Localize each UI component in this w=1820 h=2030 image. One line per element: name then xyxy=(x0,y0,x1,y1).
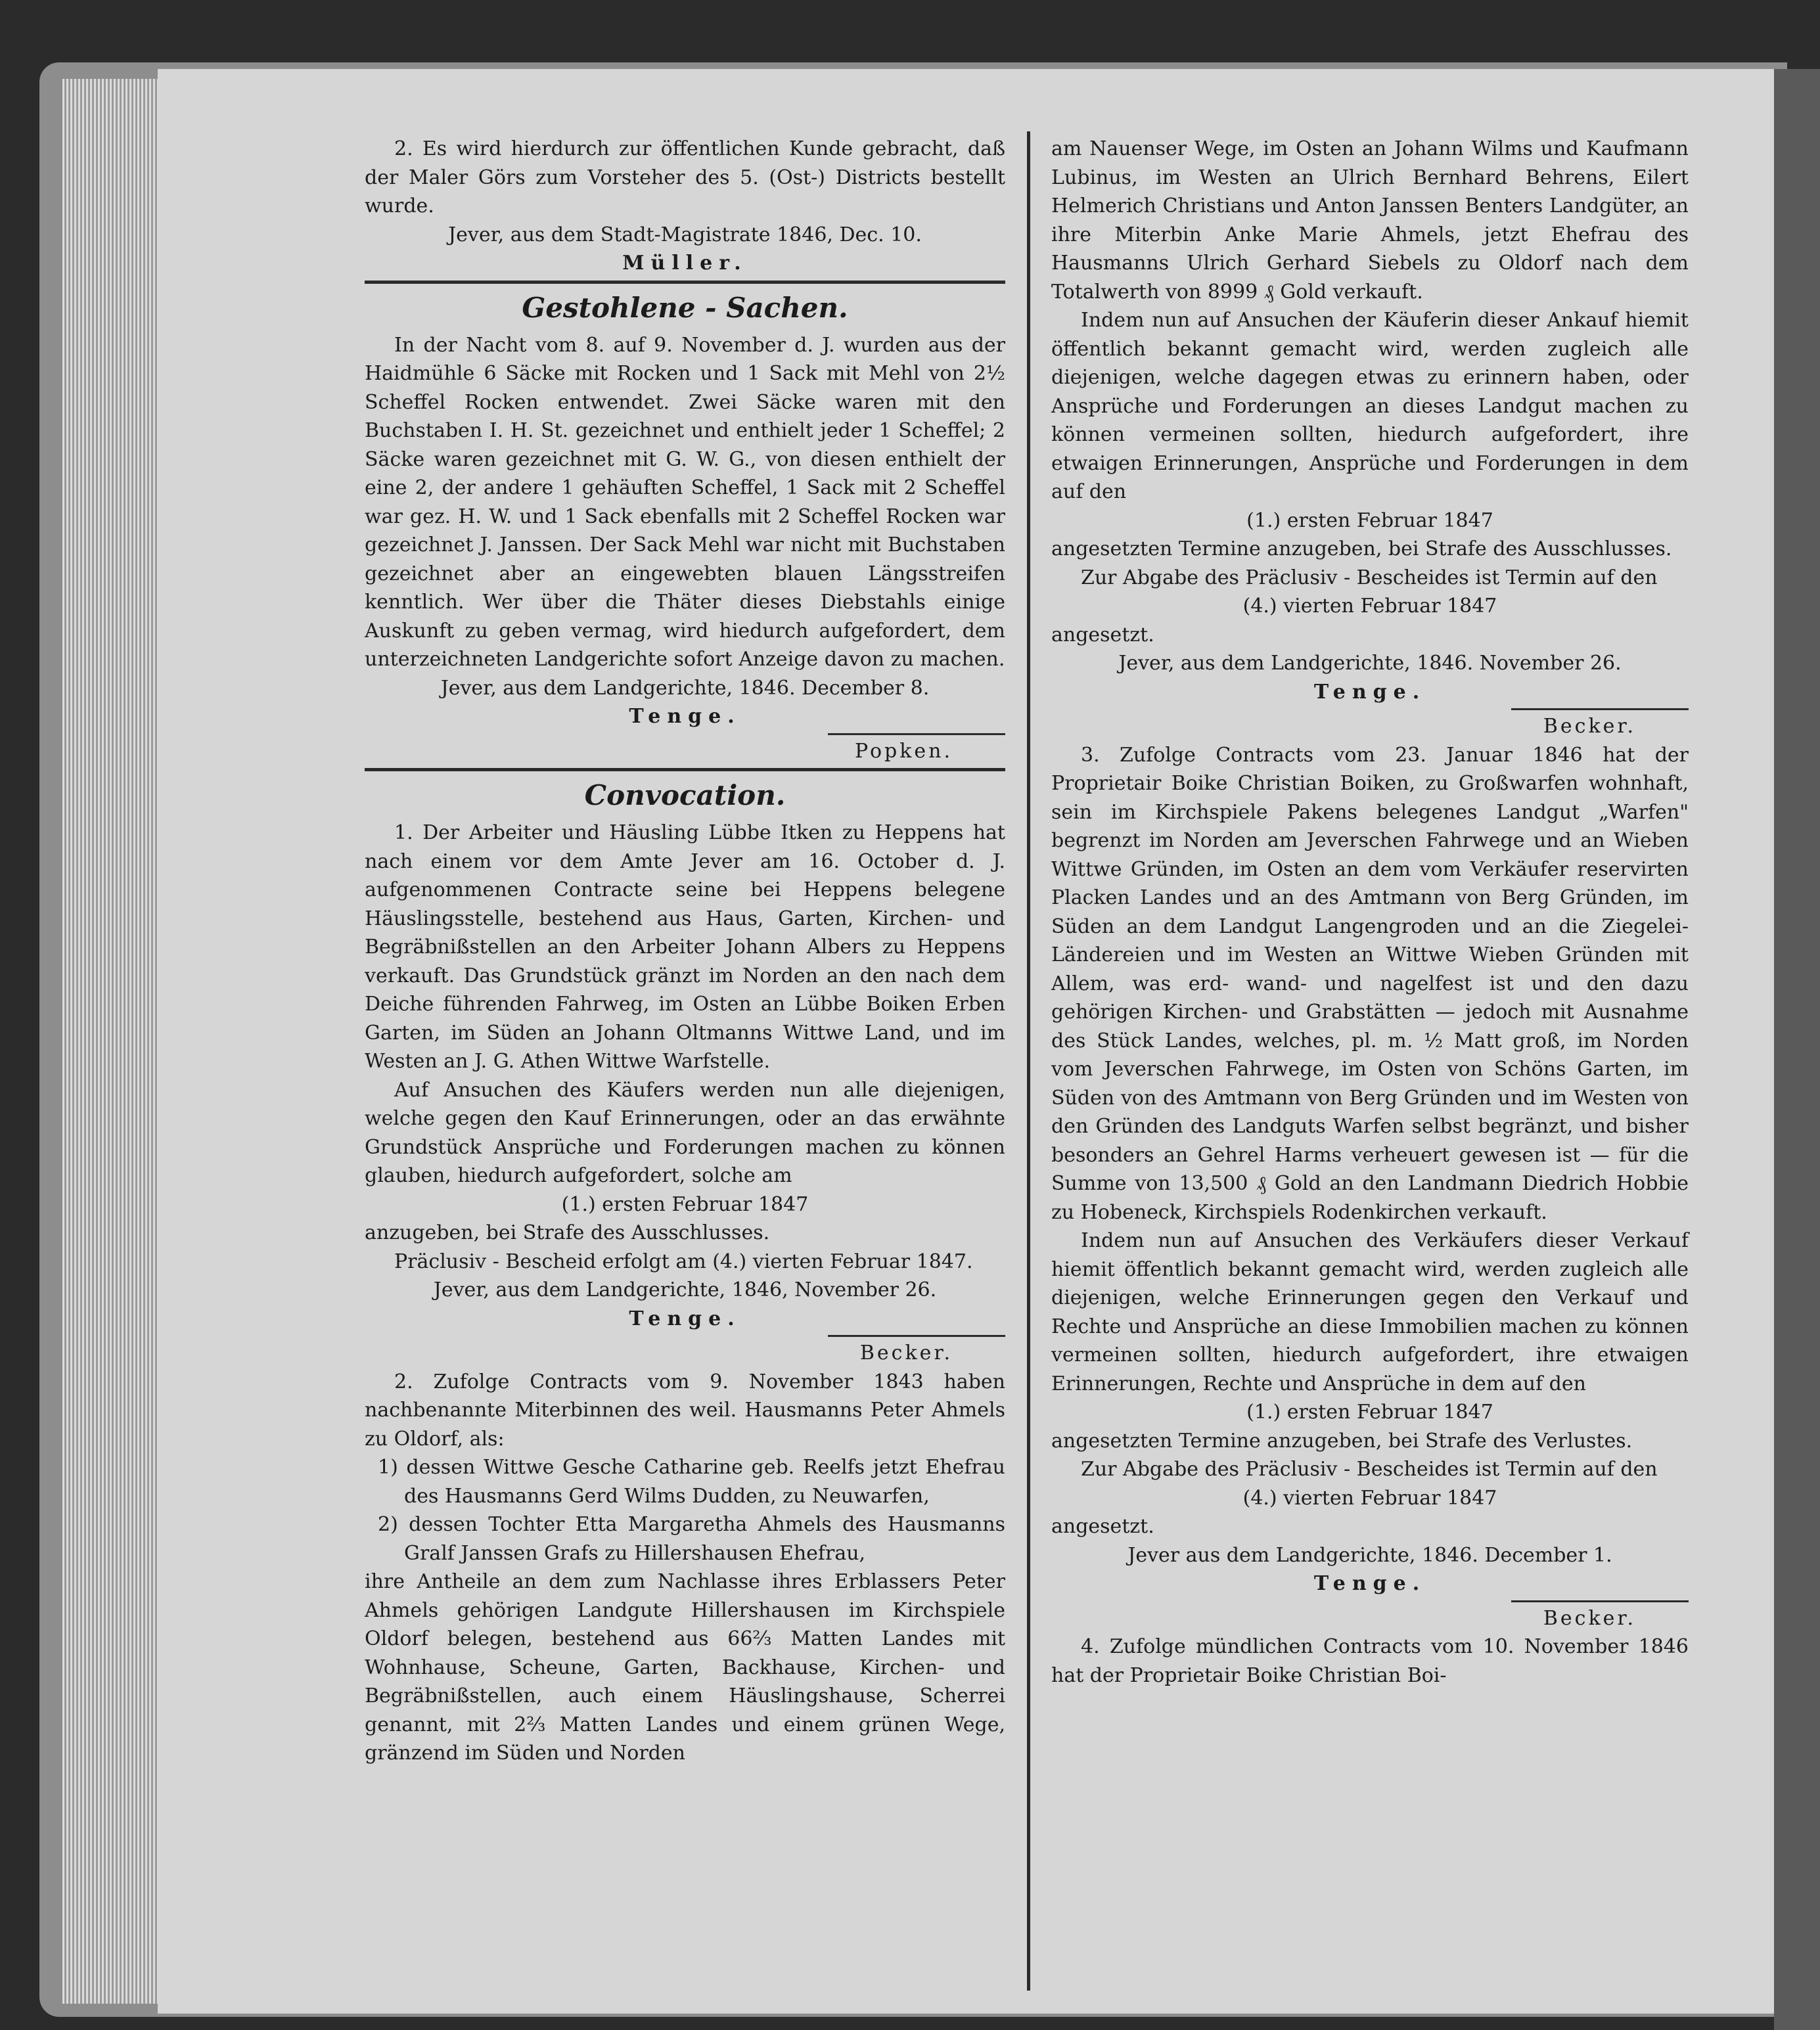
stolen-goods-heading: Gestohlene - Sachen. xyxy=(522,291,848,324)
notice-2-place-date: Jever, aus dem Stadt-Magistrate 1846, Dec. 10. xyxy=(448,223,922,246)
item3-call: Indem nun auf Ansuchen des Verkäufers dieser Verkauf hiemit öffentlich bekannt gemacht wird, werden zugleich alle diejenigen, welche Erinnerungen gegen den Verkauf und Rechte und Ansprüche an diese Immobilien machen zu können vermeinen sollten, hiedurch aufgefordert, ihre etwaigen Erinnerungen, Rechte und Ansprüche in dem auf den xyxy=(1051,1229,1689,1395)
item3-date-1: (1.) ersten Februar 1847 xyxy=(1246,1401,1493,1424)
facing-page-edge xyxy=(1774,69,1820,2030)
convocation-item1-call: Auf Ansuchen des Käufers werden nun alle diejenigen, welche gegen den Kauf Erinnerungen, oder an das erwähnte Grundstück Ansprüche und Forderungen machen zu können glauben, hiedurch aufgefordert, solche am xyxy=(365,1078,1005,1187)
item2-countersign: Becker. xyxy=(1543,715,1636,738)
section-rule xyxy=(365,768,1005,771)
item3-text: 3. Zufolge Contracts vom 23. Januar 1846 hat der Proprietair Boike Christian Boiken, zu Großwarfen wohnhaft, sein im Kirchspiele Pakens belegenes Landgut „Warfen" begrenzt im Norden am Jeverschen Fahrwege und an Wieben Wittwe Gründen, im Osten an dem vom Verkäufer reservirten Placken Landes und an des Amtmann von Berg Gründen, im Süden an dem Landgut Langengroden und an die Ziegelei-Ländereien und im Westen an Wittwe Wieben Gründen mit Allem, was erd- wand- und nagelfest ist und den dazu gehörigen Kirchen- und Grabstätten — jedoch mit Ausnahme des Stück Landes, welches, pl. m. ½ Matt groß, im Norden vom Jeverschen Fahrwege, im Osten von Schöns Garten, im Süden von des Amtmann von Berg Gründen und im Westen von den Gründen des Landguts Warfen selbst begränzt, und bisher besonders an Gehrel Harms verheuert gewesen ist — für die Summe von 13,500 ₰ Gold an den Landmann Diedrich Hobbie zu Hobeneck, Kirchspiels Rodenkirchen verkauft. xyxy=(1051,743,1689,1224)
item2-after: angesetzten Termine anzugeben, bei Strafe des Ausschlusses. xyxy=(1051,537,1672,560)
item2-call: Indem nun auf Ansuchen der Käuferin dieser Ankauf hiemit öffentlich bekannt gemacht wird, werden zugleich alle diejenigen, welche dagegen etwas zu erinnern haben, oder Ansprüche und Forderungen an dieses Landgut machen zu können vermeinen sollten, hiedurch aufgefordert, ihre etwaigen Erinnerungen, Ansprüche und Forderungen in dem auf den xyxy=(1051,309,1689,503)
convocation-item1-place-date: Jever, aus dem Landgerichte, 1846, November 26. xyxy=(433,1278,937,1301)
item3-countersign: Becker. xyxy=(1543,1606,1636,1630)
stolen-goods-signature: Tenge. xyxy=(629,705,741,728)
right-column xyxy=(1051,135,1689,1690)
stolen-goods-place-date: Jever, aus dem Landgerichte, 1846. December 8. xyxy=(440,676,930,700)
item2-date-1: (1.) ersten Februar 1847 xyxy=(1246,508,1493,532)
convocation-item1-countersign: Becker. xyxy=(859,1342,953,1365)
item2-continuation: am Nauenser Wege, im Osten an Johann Wilms und Kaufmann Lubinus, im Westen an Ulrich Bernhard Behrens, Eilert Helmerich Christians und Anton Janssen Benters Landgüter, an ihre Miterbin Anke Marie Ahmels, jetzt Ehefrau des Hausmanns Ulrich Gerhard Siebels zu Oldorf nach dem Totalwerth von 8999 ₰ Gold verkauft. xyxy=(1051,137,1689,304)
item2-praeclusiv: Zur Abgabe des Präclusiv - Bescheides ist Termin auf den xyxy=(1081,566,1658,589)
item2-angesetzt: angesetzt. xyxy=(1051,623,1154,646)
item3-place-date: Jever aus dem Landgerichte, 1846. December 1. xyxy=(1127,1543,1612,1567)
item3-after: angesetzten Termine anzugeben, bei Strafe des Verlustes. xyxy=(1051,1429,1633,1453)
convocation-item1-text: 1. Der Arbeiter und Häusling Lübbe Itken zu Heppens hat nach einem vor dem Amte Jever am 16. October d. J. aufgenommenen Contracte seine bei Heppens belegene Häuslingsstelle, bestehend aus Haus, Garten, Kirchen- und Begräbnißstellen an den Arbeiter Johann Albers zu Heppens verkauft. Das Grundstück gränzt im Norden an den nach dem Deiche führenden Fahrweg, im Osten an Lübbe Boiken Erben Garten, im Süden an Johann Oltmanns Wittwe Land, und im Westen an J. G. Athen Wittwe Warfstelle. xyxy=(365,821,1005,1073)
convocation-heading: Convocation. xyxy=(584,779,786,811)
notice-2-text: 2. Es wird hierdurch zur öffentlichen Kunde gebracht, daß der Maler Görs zum Vorsteher des 5. (Ost-) Districts bestellt wurde. xyxy=(365,137,1005,217)
convocation-item1-signature: Tenge. xyxy=(629,1307,741,1330)
left-column xyxy=(365,135,1005,1768)
section-rule xyxy=(365,281,1005,284)
signature-rule xyxy=(1511,708,1689,710)
item3-signature: Tenge. xyxy=(1313,1572,1426,1595)
convocation-item1-praeclusiv: Präclusiv - Bescheid erfolgt am (4.) vierten Februar 1847. xyxy=(394,1250,973,1273)
item3-date-2: (4.) vierten Februar 1847 xyxy=(1242,1486,1497,1510)
column-divider xyxy=(1027,131,1030,1991)
convocation-item2-intro: 2. Zufolge Contracts vom 9. November 1843 haben nachbenannte Miterbinnen des weil. Hausmanns Peter Ahmels zu Oldorf, als: xyxy=(365,1370,1005,1451)
item3-angesetzt: angesetzt. xyxy=(1051,1515,1154,1538)
convocation-item1-date: (1.) ersten Februar 1847 xyxy=(561,1192,809,1216)
item2-date-2: (4.) vierten Februar 1847 xyxy=(1242,595,1497,618)
stolen-goods-text: In der Nacht vom 8. auf 9. November d. J. wurden aus der Haidmühle 6 Säcke mit Rocken und 1 Sack mit Mehl von 2½ Scheffel Rocken entwendet. Zwei Säcke waren mit den Buchstaben I. H. St. gezeichnet und enthielt jeder 1 Scheffel; 2 Säcke waren gezeichnet mit G. W. G., von diesen enthielt der eine 2, der andere 1 gehäuften Scheffel, 1 Sack mit 2 Scheffel war gez. H. W. und 1 Sack ebenfalls mit 2 Scheffel Rocken war gezeichnet J. Janssen. Der Sack Mehl war nicht mit Buchstaben gezeichnet aber an eingewebten blauen Längsstreifen kenntlich. Wer über die Thäter dieses Diebstahls einige Auskunft zu geben vermag, wird hiedurch aufgefordert, dem unterzeichneten Landgerichte sofort Anzeige davon zu machen. xyxy=(365,333,1005,671)
signature-rule xyxy=(828,1335,1005,1337)
signature-rule xyxy=(1511,1600,1689,1602)
item4-text: 4. Zufolge mündlichen Contracts vom 10. November 1846 hat der Proprietair Boike Christian Boi- xyxy=(1051,1635,1689,1687)
convocation-item2-list-1: 1) dessen Wittwe Gesche Catharine geb. Reelfs jetzt Ehefrau des Hausmanns Gerd Wilms Dudden, zu Neuwarfen, xyxy=(378,1456,1005,1508)
item2-place-date: Jever, aus dem Landgerichte, 1846. November 26. xyxy=(1118,652,1622,675)
convocation-item2-list-2: 2) dessen Tochter Etta Margaretha Ahmels des Hausmanns Gralf Janssen Grafs zu Hillershausen Ehefrau, xyxy=(378,1513,1005,1565)
item2-signature: Tenge. xyxy=(1313,680,1426,704)
notice-2-signature: Müller. xyxy=(622,252,748,275)
signature-rule xyxy=(828,733,1005,735)
convocation-item1-after: anzugeben, bei Strafe des Ausschlusses. xyxy=(365,1221,770,1244)
item3-praeclusiv: Zur Abgabe des Präclusiv - Bescheides ist Termin auf den xyxy=(1081,1458,1658,1481)
convocation-item2-text: ihre Antheile an dem zum Nachlasse ihres Erblassers Peter Ahmels gehörigen Landgute Hillershausen im Kirchspiele Oldorf belegen, bestehend aus 66⅔ Matten Landes mit Wohnhause, Scheune, Garten, Backhause, Kirchen- und Begräbnißstellen, auch einem Häuslingshause, Scherrei genannt, mit 2⅔ Matten Landes und einem grünen Wege, gränzend im Süden und Norden xyxy=(365,1570,1005,1765)
stolen-goods-countersign: Popken. xyxy=(854,739,953,763)
